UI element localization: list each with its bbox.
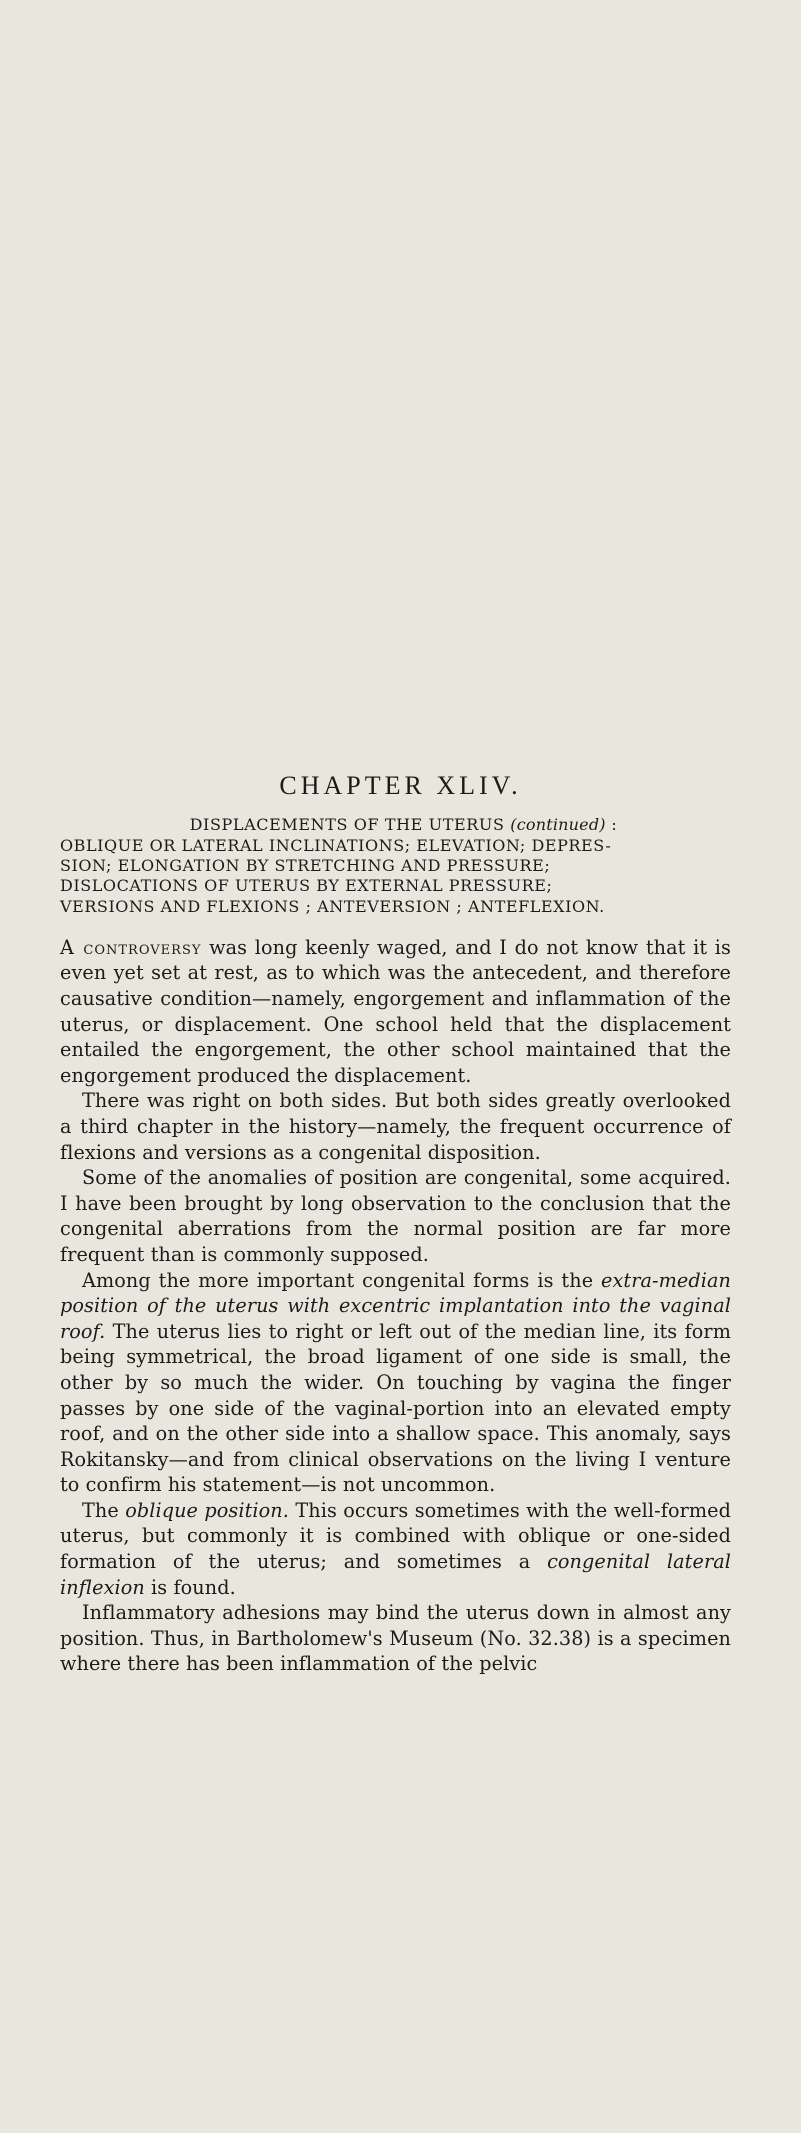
paragraph-1-text: was long keenly waged, and I do not know that it is even yet set at rest, as to which was the antecedent, and therefore causative condition—namely, engorgement and inflammation of the uterus, or displacement. One school held that the displacement entailed the engorgement, the other school maintained that the engorgement produced the displacement. <box>60 935 731 1087</box>
subtitle-colon: : <box>605 815 618 834</box>
summary-line: VERSIONS AND FLEXIONS ; ANTEVERSION ; ANTEFLEXION. <box>60 896 605 916</box>
book-page <box>0 771 801 2133</box>
paragraph-1 <box>60 935 731 1089</box>
chapter-subtitle <box>56 815 731 835</box>
subtitle-continued: (continued) <box>510 815 606 834</box>
paragraph-5-middle: This occurs sometimes with the well-formed uterus, but commonly it is combined with oblique or one-sided formation of the uterus; and sometimes a <box>60 1498 731 1574</box>
summary-line: DISLOCATIONS OF UTERUS BY EXTERNAL PRESSURE; <box>60 876 553 896</box>
paragraph-6 <box>60 1600 731 1677</box>
paragraph-5-after: is found. <box>144 1575 236 1599</box>
paragraph-2 <box>60 1088 731 1165</box>
paragraph-2-text: There was right on both sides. But both sides greatly overlooked a third chapter in the history—namely, the frequent occurrence of flexions and versions as a congenital disposition. <box>60 1089 731 1164</box>
paragraph-3 <box>60 1165 731 1267</box>
summary-line: SION; ELONGATION BY STRETCHING AND PRESSURE; <box>60 856 551 876</box>
paragraph-4-after: The uterus lies to right or left out of the median line, its form being symmetrical, the broad ligament of one side is small, the other by so much the wider. On touching by vagina the finger passes by one side of the vaginal-portion into an elevated empty roof, and on the other side into a shallow space. This anomaly, says Rokitansky—and from clinical observations on the living I venture to confirm his statement—is not uncommon. <box>60 1319 731 1497</box>
chapter-title: CHAPTER XLIV. <box>279 771 522 800</box>
chapter-body <box>56 935 731 1677</box>
paragraph-6-text: Inflammatory adhesions may bind the uterus down in almost any position. Thus, in Bartholomew's Museum (No. 32.38) is a specimen where there has been inflammation of the pelvic <box>60 1601 731 1676</box>
paragraph-5-italic-2: congenital lateral inflexion <box>60 1550 731 1599</box>
paragraph-5 <box>60 1498 731 1600</box>
paragraph-5-italic-1: oblique position. <box>125 1498 289 1522</box>
paragraph-4 <box>60 1268 731 1498</box>
chapter-summary <box>56 836 731 917</box>
paragraph-5-before: The <box>82 1498 126 1522</box>
paragraph-1-lead: A controversy <box>60 935 202 959</box>
paragraph-4-before: Among the more important congenital forms is the <box>82 1268 602 1292</box>
summary-line: OBLIQUE OR LATERAL INCLINATIONS; ELEVATION; DEPRES- <box>60 836 612 855</box>
subtitle-lead: DISPLACEMENTS OF THE UTERUS <box>189 815 511 834</box>
paragraph-4-italic: extra-median position of the uterus with excentric implantation into the vaginal roof. <box>60 1268 731 1343</box>
paragraph-3-text: Some of the anomalies of position are congenital, some acquired. I have been brought by long observation to the conclusion that the congenital aberrations from the normal position are far more frequent than is commonly supposed. <box>60 1166 731 1266</box>
